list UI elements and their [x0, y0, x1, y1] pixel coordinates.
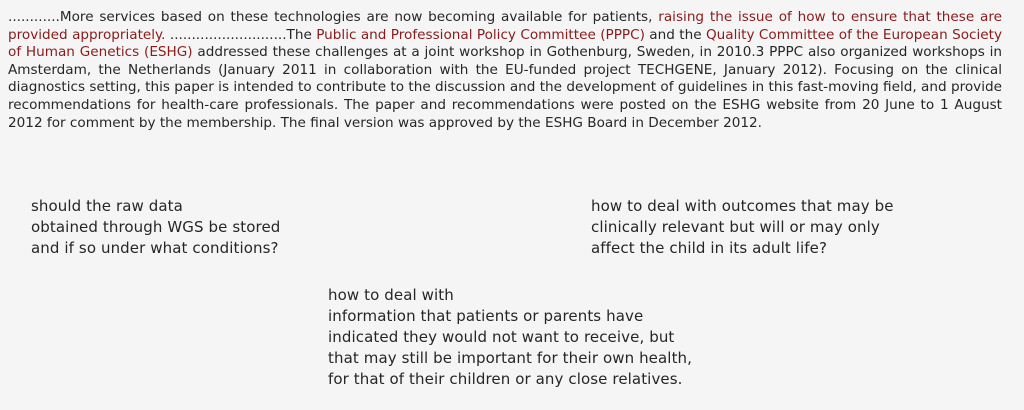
highlight-pppc-text: Public and Professional Policy Committee (PPPC)	[316, 26, 645, 43]
paragraph-intro-text: ............More services based on these technologies are now becoming available for patients,	[8, 9, 659, 25]
question-line: clinically relevant but will or may only	[591, 218, 880, 236]
question-line: how to deal with	[328, 286, 454, 304]
question-line: affect the child in its adult life?	[591, 239, 828, 257]
body-paragraph	[8, 9, 1002, 132]
paragraph-ellipsis-text: ...........................The	[165, 26, 317, 43]
highlight-eshg-text: Quality Committee of the European Society of Human Genetics (ESHG)	[8, 26, 1003, 61]
paragraph-body-text: addressed these challenges at a joint workshop in Gothenburg, Sweden, in 2010.3 PPPC also organized workshops in Amsterdam, the Netherlands (January 2011 in collaboration with the EU-funded project TECHGENE, January 2012). Focusing on the clinical diagnostics setting, this paper is intended to contribute to the discussion and the development of guidelines in this fast-moving field, and provide recommendations for health-care professionals. The paper and recommendations were posted on the ESHG website from 20 June to 1 August 2012 for comment by the membership. The final version was approved by the ESHG Board in December 2012.	[8, 44, 1002, 131]
question-line: indicated they would not want to receive, but	[328, 328, 675, 346]
question-line: for that of their children or any close relatives.	[328, 370, 683, 388]
question-unwanted-information	[328, 285, 692, 390]
question-line: information that patients or parents have	[328, 307, 644, 325]
question-line: obtained through WGS be stored	[31, 218, 281, 236]
question-adult-life-outcomes	[591, 196, 894, 259]
question-line: and if so under what conditions?	[31, 239, 279, 257]
question-raw-data-storage	[31, 196, 280, 259]
question-line: that may still be important for their own health,	[328, 349, 693, 367]
highlight-issue-text: raising the issue of how to ensure that these are provided appropriately.	[8, 9, 1002, 43]
paragraph-and-text: and the	[644, 26, 706, 43]
question-line: should the raw data	[31, 197, 183, 215]
question-line: how to deal with outcomes that may be	[591, 197, 894, 215]
